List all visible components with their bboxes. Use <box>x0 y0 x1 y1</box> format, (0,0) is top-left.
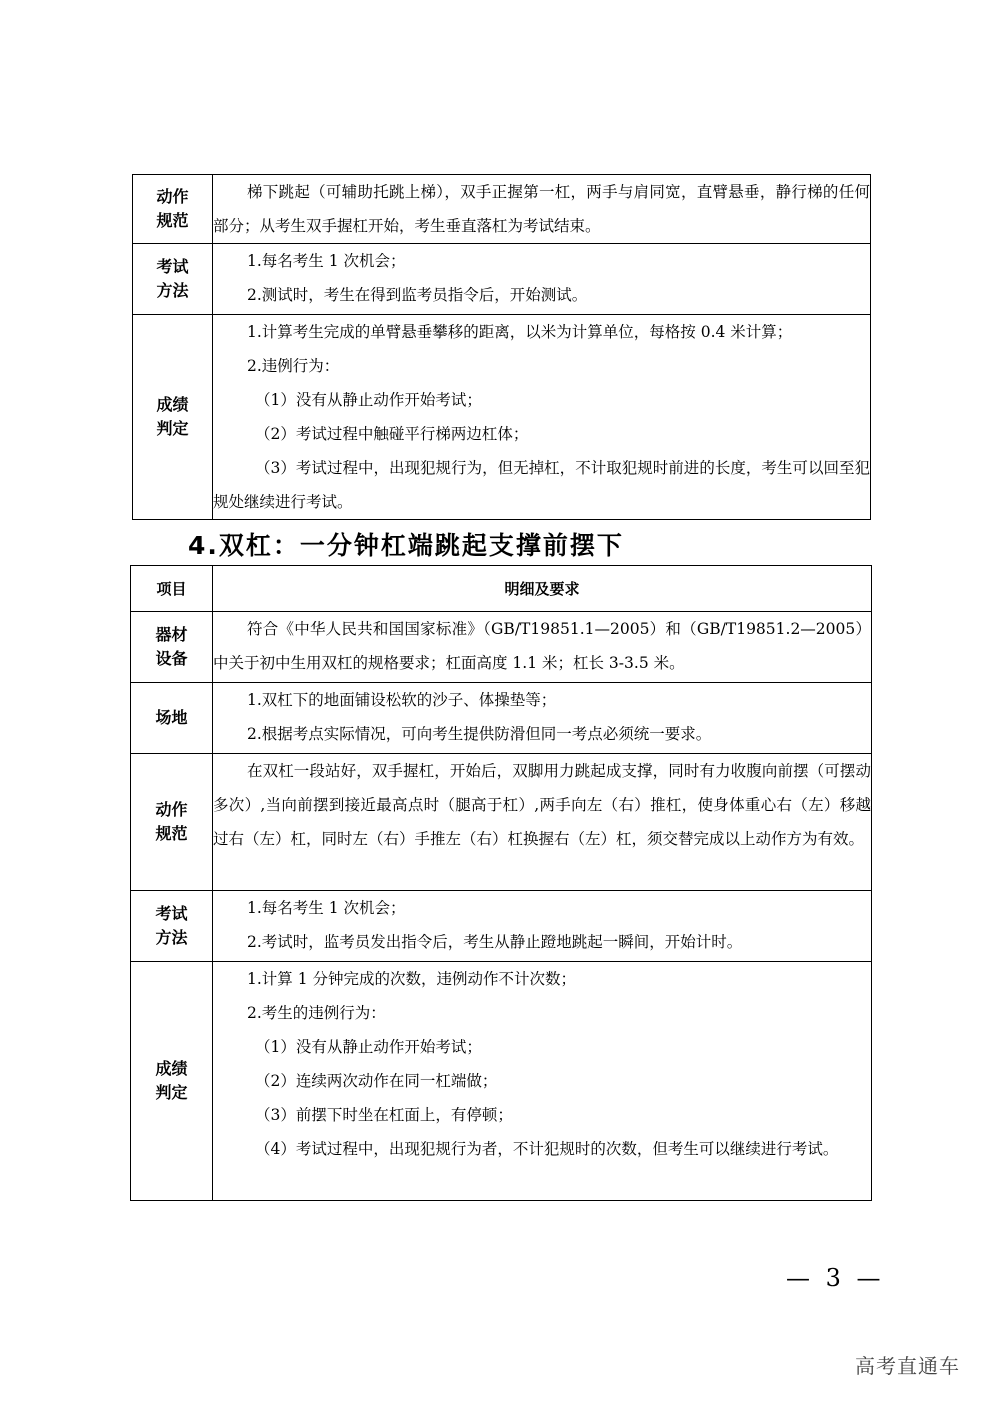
content-line: 2.考生的违例行为： <box>247 1004 386 1022</box>
row-label: 考试 方法 <box>133 244 213 315</box>
table-row <box>133 244 871 315</box>
section-title: 4.双杠：一分钟杠端跳起支撑前摆下 <box>188 531 624 560</box>
row-content <box>213 244 871 315</box>
row-content <box>213 754 872 891</box>
row-label: 动作 规范 <box>133 175 213 244</box>
row-label: 器材 设备 <box>131 612 213 683</box>
table-row <box>131 962 872 1201</box>
content-line: 符合《中华人民共和国国家标准》（GB/T19851.1—2005）和（GB/T19851.2—2005）中关于初中生用双杠的规格要求；杠面高度 1.1 米；杠长 3-3.5 米。 <box>213 620 871 672</box>
content-line: （3）前摆下时坐在杠面上，有停顿； <box>255 1106 513 1124</box>
table-row <box>133 315 871 520</box>
content-line: 梯下跳起（可辅助托跳上梯），双手正握第一杠，两手与肩同宽，直臂悬垂，静行梯的任何部分；从考生双手握杠开始，考生垂直落杠为考试结束。 <box>213 183 870 235</box>
table-pull-up-continued <box>132 174 871 520</box>
row-label: 场地 <box>131 683 213 754</box>
table-row <box>131 683 872 754</box>
content-line: （1）没有从静止动作开始考试； <box>255 1038 482 1056</box>
table-row <box>131 612 872 683</box>
content-line: （2）连续两次动作在同一杠端做； <box>255 1072 498 1090</box>
content-line: 1.每名考生 1 次机会； <box>247 252 406 270</box>
content-line: （3）考试过程中，出现犯规行为，但无掉杠，不计取犯规时前进的长度，考生可以回至犯规处继续进行考试。 <box>213 459 870 511</box>
header-details: 明细及要求 <box>213 566 872 612</box>
content-line: 1.双杠下的地面铺设松软的沙子、体操垫等； <box>247 691 557 709</box>
row-content <box>213 891 872 962</box>
content-line: 2.测试时，考生在得到监考员指令后，开始测试。 <box>247 286 588 304</box>
content-line: （2）考试过程中触碰平行梯两边杠体； <box>255 425 529 443</box>
row-content <box>213 612 872 683</box>
content-line: （1）没有从静止动作开始考试； <box>255 391 482 409</box>
row-label: 考试 方法 <box>131 891 213 962</box>
row-label: 成绩 判定 <box>133 315 213 520</box>
row-content <box>213 683 872 754</box>
header-item: 项目 <box>131 566 213 612</box>
watermark: 高考直通车 <box>855 1354 960 1378</box>
row-content <box>213 962 872 1201</box>
row-label: 动作 规范 <box>131 754 213 891</box>
page-number: — 3 — <box>786 1264 885 1292</box>
content-line: 2.考试时，监考员发出指令后，考生从静止蹬地跳起一瞬间，开始计时。 <box>247 933 743 951</box>
content-line: 2.根据考点实际情况，可向考生提供防滑但同一考点必须统一要求。 <box>247 725 712 743</box>
table-row <box>131 754 872 891</box>
content-line: 2.违例行为： <box>247 357 340 375</box>
row-content <box>213 315 871 520</box>
content-line: 1.计算考生完成的单臂悬垂攀移的距离，以米为计算单位，每格按 0.4 米计算； <box>247 323 793 341</box>
table-row <box>133 175 871 244</box>
table-parallel-bars <box>130 565 872 1201</box>
content-line: 在双杠一段站好，双手握杠，开始后，双脚用力跳起成支撑，同时有力收腹向前摆（可摆动多次）,当向前摆到接近最高点时（腿高于杠）,两手向左（右）推杠，使身体重心右（左）移越过右（左）杠，同时左（右）手推左（右）杠换握右（左）杠，须交替完成以上动作方为有效。 <box>213 762 871 848</box>
table-header-row <box>131 566 872 612</box>
content-line: 1.每名考生 1 次机会； <box>247 899 406 917</box>
row-content <box>213 175 871 244</box>
table-row <box>131 891 872 962</box>
content-line: 1.计算 1 分钟完成的次数，违例动作不计次数； <box>247 970 577 988</box>
row-label: 成绩 判定 <box>131 962 213 1201</box>
content-line: （4）考试过程中，出现犯规行为者，不计犯规时的次数，但考生可以继续进行考试。 <box>255 1140 839 1158</box>
